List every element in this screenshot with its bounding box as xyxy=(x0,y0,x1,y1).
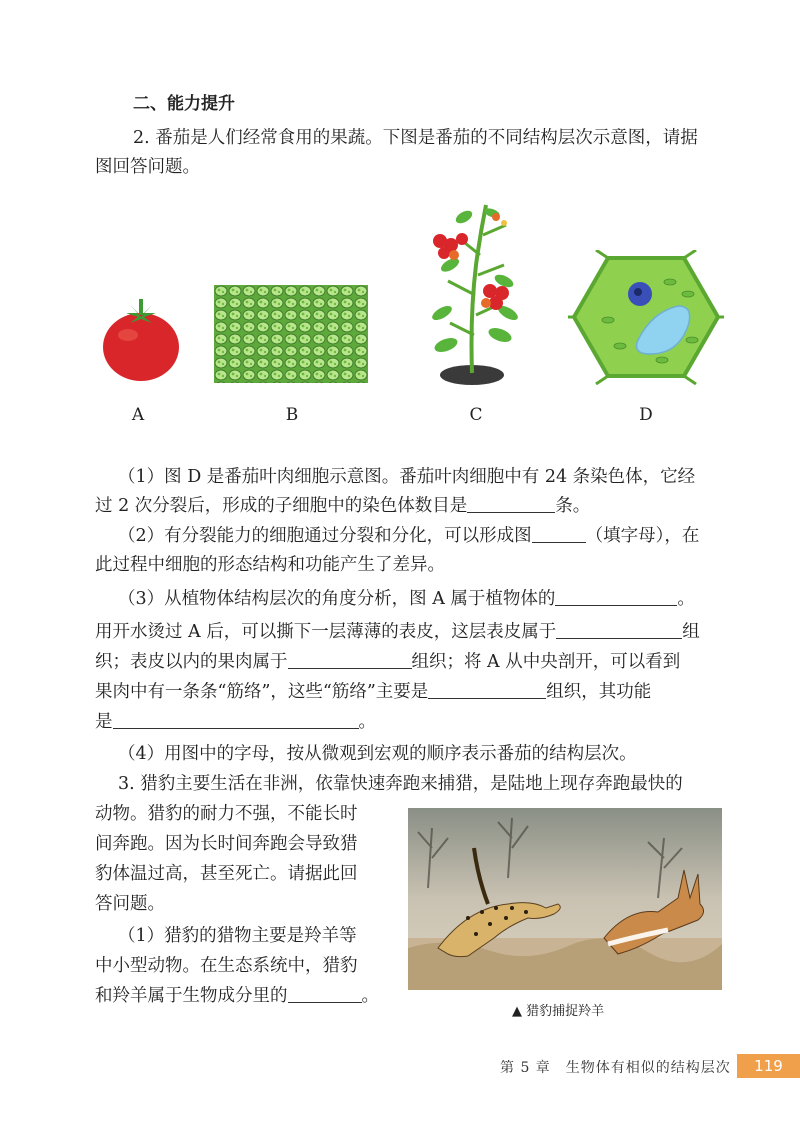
q3-line1: 3. 猎豹主要生活在非洲，依靠快速奔跑来捕猎，是陆地上现存奔跑最快的 xyxy=(118,774,683,794)
plant-cell-diagram xyxy=(568,250,724,385)
q2-p3-line3-text: 织；表皮以内的果肉属于 xyxy=(95,652,288,672)
q3-line2: 动物。猎豹的耐力不强，不能长时 xyxy=(95,804,358,824)
answer-blank[interactable] xyxy=(288,984,362,1003)
q3-line3: 间奔跑。因为长时间奔跑会导致猎 xyxy=(95,834,358,854)
q2-p3-line4-end: 组织，其功能 xyxy=(546,682,652,702)
q3-p1-line3-text: 和羚羊属于生物成分里的 xyxy=(95,986,288,1006)
q2-p4-line1: （4）用图中的字母，按从微观到宏观的顺序表示番茄的结构层次。 xyxy=(118,744,637,764)
q2-p3-line3 xyxy=(95,648,735,676)
q2-p3-line2 xyxy=(95,618,735,646)
figure-label-a: A xyxy=(131,405,145,425)
q3-p1-line2: 中小型动物。在生态系统中，猎豹 xyxy=(95,956,358,976)
answer-blank[interactable] xyxy=(428,680,546,699)
q2-p3-line4-text: 果肉中有一条条“筋络”，这些“筋络”主要是 xyxy=(95,682,429,702)
chapter-footer: 第 5 章 生物体有相似的结构层次 xyxy=(500,1060,731,1076)
q3-line4: 豹体温过高，甚至死亡。请据此回 xyxy=(95,864,358,884)
q3-p1-line3-end: 。 xyxy=(361,986,379,1006)
answer-blank[interactable] xyxy=(556,620,682,639)
tomato-fruit-image xyxy=(100,295,182,385)
figure-label-d: D xyxy=(639,405,653,425)
q2-p3-line3-end: 组织；将 A 从中央剖开，可以看到 xyxy=(411,652,681,672)
q2-stem-line1: 2. 番茄是人们经常食用的果蔬。下图是番茄的不同结构层次示意图，请据 xyxy=(133,128,698,148)
q2-p3-line1-end: 。 xyxy=(677,589,695,609)
q3-p1-line1: （1）猎豹的猎物主要是羚羊等 xyxy=(118,926,357,946)
q2-p2-line2: 此过程中细胞的形态结构和功能产生了差异。 xyxy=(95,555,445,575)
q2-p1-line2-text: 过 2 次分裂后，形成的子细胞中的染色体数目是 xyxy=(95,496,468,516)
q2-p3-line5 xyxy=(95,708,735,736)
figure-label-b: B xyxy=(285,405,299,425)
q2-p1-line1: （1）图 D 是番茄叶肉细胞示意图。番茄叶肉细胞中有 24 条染色体，它经 xyxy=(118,467,696,487)
answer-blank[interactable] xyxy=(113,710,359,729)
page-number: 119 xyxy=(737,1054,800,1078)
q2-p3-line2-end: 组 xyxy=(682,622,700,642)
q3-line5: 答问题。 xyxy=(95,894,165,914)
q2-p3-line5-end: 。 xyxy=(358,712,376,732)
q2-p1-line2-end: 条。 xyxy=(555,496,591,516)
figure-label-c: C xyxy=(469,405,483,425)
tomato-plant-image xyxy=(420,195,520,385)
q2-p3-line5-text: 是 xyxy=(95,712,113,732)
q2-p2-line1-text: （2）有分裂能力的细胞通过分裂和分化，可以形成图 xyxy=(118,526,532,546)
photo-caption: ▲ 猎豹捕捉羚羊 xyxy=(512,1004,605,1019)
q2-p2-line1-end: （填字母），在 xyxy=(585,526,700,546)
q2-p3-line1-text: （3）从植物体结构层次的角度分析，图 A 属于植物体的 xyxy=(118,589,556,609)
q2-p3-line2-text: 用开水烫过 A 后，可以撕下一层薄薄的表皮，这层表皮属于 xyxy=(95,622,557,642)
q2-p2-line1 xyxy=(118,522,758,550)
answer-blank[interactable] xyxy=(467,494,555,513)
q2-stem-line2: 图回答问题。 xyxy=(95,157,200,177)
q2-p3-line4 xyxy=(95,678,735,706)
cheetah-hunting-photo xyxy=(408,808,722,990)
q2-p1-line2 xyxy=(95,492,735,520)
answer-blank[interactable] xyxy=(288,650,412,669)
answer-blank[interactable] xyxy=(555,587,677,606)
q2-p3-line1 xyxy=(118,585,758,613)
leaf-tissue-micrograph xyxy=(214,285,368,383)
section-title: 二、能力提升 xyxy=(133,94,235,114)
answer-blank[interactable] xyxy=(532,524,586,543)
